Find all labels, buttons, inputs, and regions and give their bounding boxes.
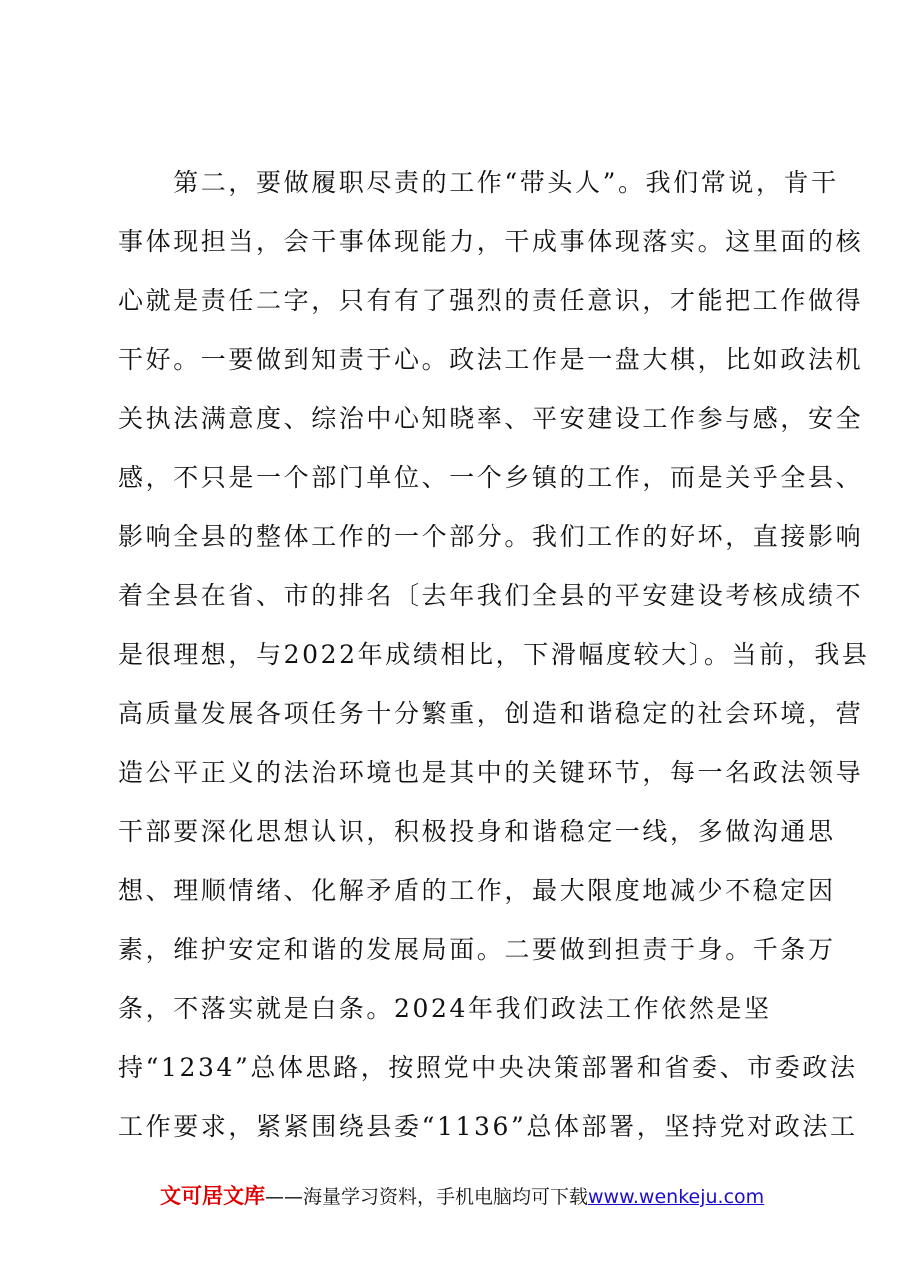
text-line: 干好。一要做到知责于心。政法工作是一盘大棋，比如政法机 [118, 345, 864, 374]
text-line: 着全县在省、市的排名〔去年我们全县的平安建设考核成绩不 [118, 581, 864, 610]
text-line: 造公平正义的法治环境也是其中的关键环节，每一名政法领导 [118, 758, 864, 787]
footer-link[interactable]: www.wenkeju.com [588, 1186, 765, 1208]
text-line: 干部要深化思想认识，积极投身和谐稳定一线，多做沟通思 [118, 817, 836, 846]
text-line: 是很理想，与2022年成绩相比，下滑幅度较大〕。当前，我县 [118, 640, 870, 669]
text-line: 影响全县的整体工作的一个部分。我们工作的好坏，直接影响 [118, 522, 864, 551]
text-line: 关执法满意度、综治中心知晓率、平安建设工作参与感，安全 [118, 404, 864, 433]
text-line: 素，维护安定和谐的发展局面。二要做到担责于身。千条万 [118, 935, 836, 964]
footer-slogan: ——海量学习资料，手机电脑均可下载 [265, 1186, 589, 1208]
text-line: 第二，要做履职尽责的工作“带头人”。我们常说，肯干 [118, 168, 839, 197]
text-line: 条，不落实就是白条。2024年我们政法工作依然是坚 [118, 994, 772, 1023]
text-line: 感，不只是一个部门单位、一个乡镇的工作，而是关乎全县、 [118, 463, 864, 492]
text-line: 想、理顺情绪、化解矛盾的工作，最大限度地减少不稳定因 [118, 876, 836, 905]
text-line: 工作要求，紧紧围绕县委“1136”总体部署，坚持党对政法工 [118, 1112, 858, 1141]
text-line: 事体现担当，会干事体现能力，干成事体现落实。这里面的核 [118, 227, 864, 256]
footer-brand: 文可居文库 [160, 1184, 265, 1208]
text-line: 高质量发展各项任务十分繁重，创造和谐稳定的社会环境，营 [118, 699, 864, 728]
footer-banner [160, 1183, 764, 1210]
text-line: 持“1234”总体思路，按照党中央决策部署和省委、市委政法 [118, 1053, 858, 1082]
text-line: 心就是责任二字，只有有了强烈的责任意识，才能把工作做得 [118, 286, 864, 315]
